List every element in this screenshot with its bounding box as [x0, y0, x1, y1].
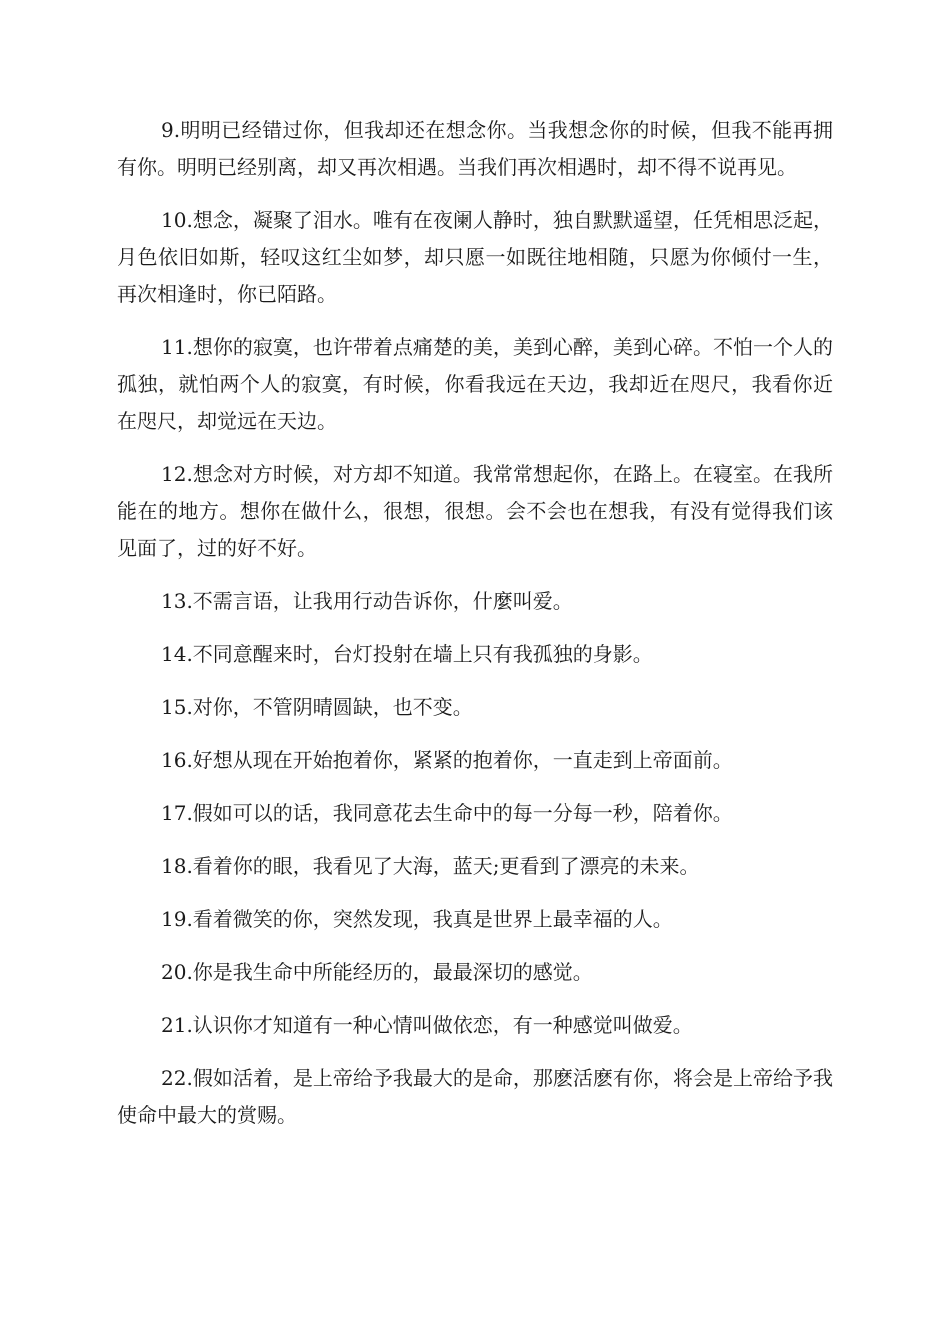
paragraph-18: 18.看着你的眼，我看见了大海，蓝天;更看到了漂亮的未来。 — [161, 854, 700, 878]
paragraph-16: 16.好想从现在开始抱着你，紧紧的抱着你，一直走到上帝面前。 — [161, 748, 733, 772]
paragraph-14: 14.不同意醒来时，台灯投射在墙上只有我孤独的身影。 — [161, 642, 653, 666]
paragraph-22: 22.假如活着，是上帝给予我最大的是命，那麽活麽有你，将会是上帝给予我使命中最大的赏赐。 — [117, 1066, 833, 1127]
paragraph-15: 15.对你，不管阴晴圆缺，也不变。 — [161, 695, 473, 719]
paragraph-9: 9.明明已经错过你，但我却还在想念你。当我想念你的时候，但我不能再拥有你。明明已经别离，却又再次相遇。当我们再次相遇时，却不得不说再见。 — [117, 118, 833, 179]
paragraph-21: 21.认识你才知道有一种心情叫做依恋，有一种感觉叫做爱。 — [161, 1013, 693, 1037]
paragraph-12: 12.想念对方时候，对方却不知道。我常常想起你，在路上。在寝室。在我所能在的地方。想你在做什么，很想，很想。会不会也在想我，有没有觉得我们该见面了，过的好不好。 — [117, 462, 833, 560]
paragraph-20: 20.你是我生命中所能经历的，最最深切的感觉。 — [161, 960, 593, 984]
paragraph-10: 10.想念，凝聚了泪水。唯有在夜阑人静时，独自默默遥望，任凭相思泛起，月色依旧如斯，轻叹这红尘如梦，却只愿一如既往地相随，只愿为你倾付一生，再次相逢时，你已陌路。 — [117, 208, 833, 306]
paragraph-11: 11.想你的寂寞，也许带着点痛楚的美，美到心醉，美到心碎。不怕一个人的孤独，就怕两个人的寂寞，有时候，你看我远在天边，我却近在咫尺，我看你近在咫尺，却觉远在天边。 — [117, 335, 833, 433]
document-page — [117, 112, 833, 1150]
paragraph-13: 13.不需言语，让我用行动告诉你，什麼叫爱。 — [161, 589, 573, 613]
paragraph-19: 19.看着微笑的你，突然发现，我真是世界上最幸福的人。 — [161, 907, 673, 931]
paragraph-17: 17.假如可以的话，我同意花去生命中的每一分每一秒，陪着你。 — [161, 801, 733, 825]
